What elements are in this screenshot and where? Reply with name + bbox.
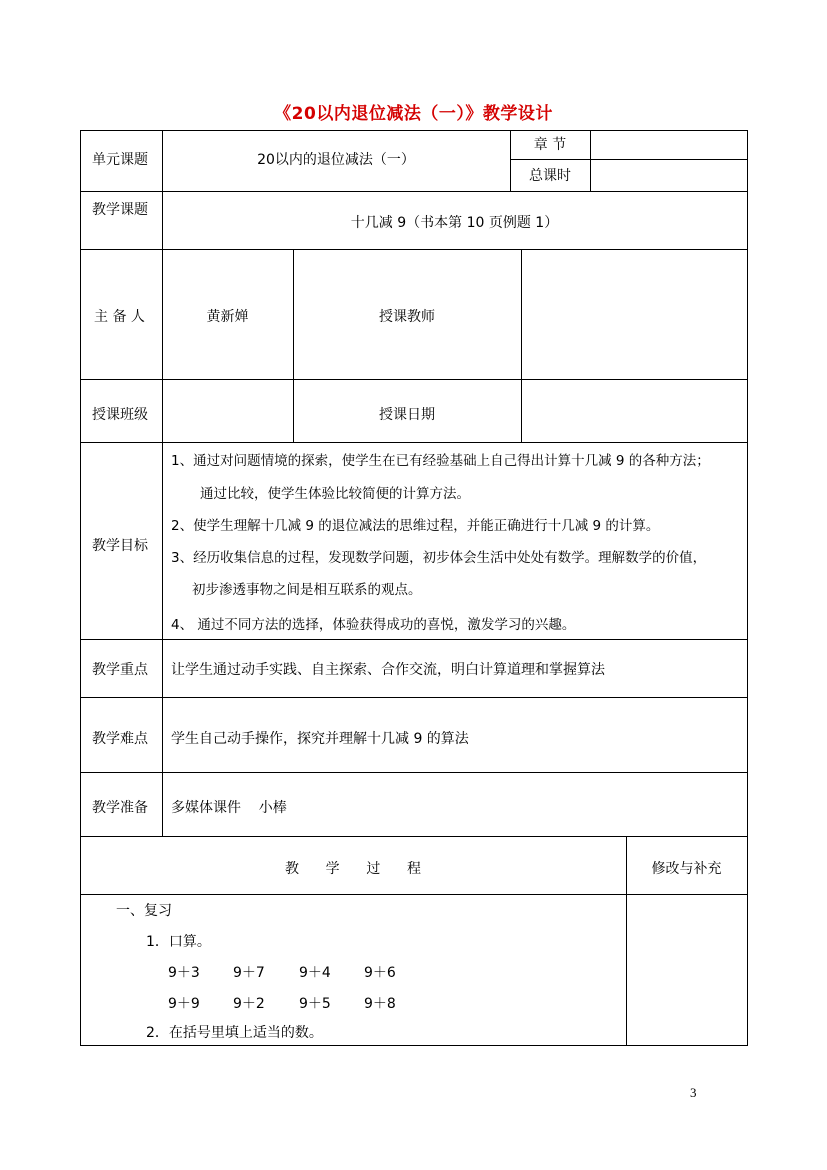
goals-label: 教学目标 [92,538,148,554]
prep-value: 多媒体课件 小棒 [171,800,287,816]
class-label: 授课班级 [92,407,148,423]
goal-line: 初步渗透事物之间是相互联系的观点。 [192,582,422,598]
oral-expression: 9＋5 [299,996,331,1012]
process-header: 教 学 过 程 [284,861,422,877]
difficulty-label: 教学难点 [92,731,148,747]
preparer-value: 黄新婵 [206,309,249,325]
chapter-label: 章 节 [533,137,567,153]
page-number: 3 [690,1085,697,1100]
oral-expression: 9＋7 [233,965,265,981]
process-item-oral: 1．口算。 [146,934,211,950]
total-hours-label: 总课时 [529,168,571,184]
goal-line: 1、通过对问题情境的探索，使学生在已有经验基础上自己得出计算十几减 9 的各种方法； [171,453,710,469]
key-label: 教学重点 [92,662,148,678]
difficulty-value: 学生自己动手操作，探究并理解十几减 9 的算法 [171,731,469,747]
teacher-label: 授课教师 [379,309,435,325]
oral-expression: 9＋6 [364,965,396,981]
unit-value: 20以内的退位减法（一） [257,152,415,168]
lesson-label: 教学课题 [92,202,148,218]
oral-expression: 9＋3 [168,965,200,981]
process-item-fill: 2．在括号里填上适当的数。 [146,1025,323,1041]
document-title: 《20以内退位减法（一）》教学设计 [274,104,553,124]
oral-expression: 9＋2 [233,996,265,1012]
revise-header: 修改与补充 [651,861,722,877]
oral-expression: 9＋9 [168,996,200,1012]
goal-line: 2、使学生理解十几减 9 的退位减法的思维过程，并能正确进行十几减 9 的计算。 [171,518,660,534]
lesson-value: 十几减 9（书本第 10 页例题 1） [350,215,559,231]
oral-expression: 9＋8 [364,996,396,1012]
goal-line: 3、经历收集信息的过程，发现数学问题，初步体会生活中处处有数学。理解数学的价值， [171,550,707,566]
goal-line: 通过比较，使学生体验比较简便的计算方法。 [200,486,470,502]
unit-label: 单元课题 [92,152,148,168]
goal-line: 4、 通过不同方法的选择，体验获得成功的喜悦，激发学习的兴趣。 [171,617,576,633]
prep-label: 教学准备 [92,800,148,816]
oral-expression: 9＋4 [299,965,331,981]
date-label: 授课日期 [379,407,435,423]
key-value: 让学生通过动手实践、自主探索、合作交流，明白计算道理和掌握算法 [171,662,605,678]
process-section-review: 一、复习 [116,903,172,919]
preparer-label: 主 备 人 [94,309,145,325]
